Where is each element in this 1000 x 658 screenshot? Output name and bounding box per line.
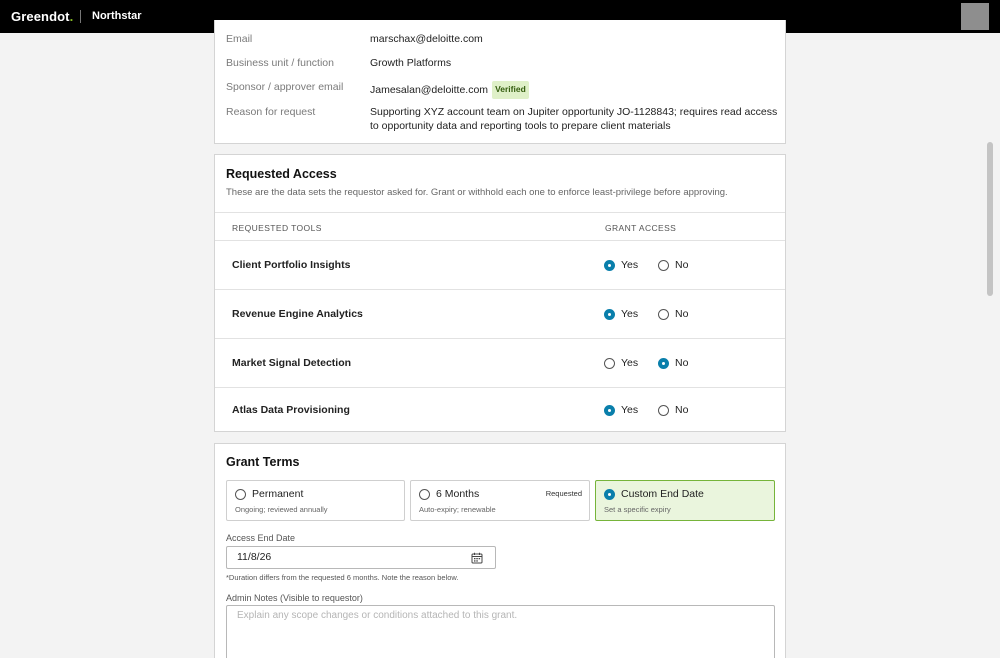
term-title: 6 Months [436, 488, 480, 500]
table-row [215, 339, 785, 388]
grant-yes-radio[interactable] [604, 259, 638, 271]
no-label: No [675, 357, 689, 369]
info-value: marschax@deloitte.com [370, 33, 483, 45]
term-title: Custom End Date [621, 488, 704, 500]
info-label: Sponsor / approver email [226, 81, 344, 93]
brand-name: Greendot [11, 9, 70, 24]
requested-tag: Requested [545, 489, 582, 498]
admin-notes-label: Admin Notes (Visible to requestor) [226, 593, 363, 603]
calendar-icon[interactable] [471, 552, 483, 564]
end-date-label: Access End Date [226, 533, 296, 543]
grant-yes-radio[interactable] [604, 404, 638, 416]
tool-name: Market Signal Detection [232, 357, 352, 369]
info-value [370, 81, 780, 99]
grant-no-radio[interactable] [658, 404, 688, 416]
radio-unselected-icon[interactable] [604, 358, 615, 369]
term-option-permanent[interactable] [226, 480, 405, 521]
section-title: Grant Terms [226, 455, 300, 469]
tool-name: Atlas Data Provisioning [232, 404, 350, 416]
info-label: Email [226, 33, 253, 45]
radio-selected-icon[interactable] [604, 309, 615, 320]
section-title: Requested Access [226, 167, 337, 181]
radio-unselected-icon[interactable] [658, 405, 669, 416]
product-name: Northstar [92, 10, 142, 22]
grant-terms-card [214, 443, 786, 658]
grant-yes-radio[interactable] [604, 308, 638, 320]
duration-hint: *Duration differs from the requested 6 months. Note the reason below. [226, 573, 459, 582]
radio-selected-icon[interactable] [604, 489, 615, 500]
grant-no-radio[interactable] [658, 308, 688, 320]
column-header-grant: GRANT ACCESS [605, 223, 677, 233]
no-label: No [675, 259, 689, 271]
term-option-6-months[interactable] [410, 480, 590, 521]
table-row [215, 388, 785, 432]
verified-badge: Verified [492, 81, 529, 99]
term-option-custom-end-date[interactable] [595, 480, 775, 521]
info-label: Reason for request [226, 106, 316, 118]
admin-notes-input[interactable] [227, 606, 774, 658]
header-divider [80, 10, 81, 23]
section-subtitle: These are the data sets the requestor asked for. Grant or withhold each one to enforce least-privilege before approving. [226, 187, 728, 198]
radio-unselected-icon[interactable] [658, 309, 669, 320]
no-label: No [675, 308, 689, 320]
yes-label: Yes [621, 259, 639, 271]
term-description: Set a specific expiry [604, 505, 671, 514]
radio-unselected-icon[interactable] [419, 489, 430, 500]
sponsor-email: Jamesalan@deloitte.com [370, 84, 489, 96]
table-row [215, 290, 785, 339]
requested-access-card [214, 154, 786, 432]
end-date-field[interactable] [226, 546, 496, 569]
avatar[interactable] [961, 3, 989, 30]
yes-label: Yes [621, 404, 639, 416]
brand-logo[interactable] [11, 9, 73, 24]
end-date-input[interactable] [237, 551, 457, 563]
column-header-tools: REQUESTED TOOLS [232, 223, 322, 233]
grant-yes-radio[interactable] [604, 357, 638, 369]
info-value: Growth Platforms [370, 57, 452, 69]
radio-selected-icon[interactable] [604, 405, 615, 416]
term-description: Ongoing; reviewed annually [235, 505, 328, 514]
no-label: No [675, 404, 689, 416]
radio-unselected-icon[interactable] [235, 489, 246, 500]
yes-label: Yes [621, 308, 639, 320]
term-description: Auto-expiry; renewable [419, 505, 496, 514]
grant-no-radio[interactable] [658, 259, 688, 271]
admin-notes-field[interactable] [226, 605, 775, 658]
radio-selected-icon[interactable] [658, 358, 669, 369]
table-row [215, 241, 785, 290]
table-header [215, 212, 785, 241]
brand-dot: . [69, 9, 74, 24]
scrollbar-thumb[interactable] [987, 142, 993, 296]
radio-unselected-icon[interactable] [658, 260, 669, 271]
request-info-card [214, 20, 786, 144]
grant-no-radio[interactable] [658, 357, 688, 369]
tool-name: Revenue Engine Analytics [232, 308, 363, 320]
info-label: Business unit / function [226, 57, 334, 69]
yes-label: Yes [621, 357, 639, 369]
radio-selected-icon[interactable] [604, 260, 615, 271]
info-value: Supporting XYZ account team on Jupiter opportunity JO-1128843; requires read access to opportunity data and reporting tools to prepare client materials [370, 106, 778, 132]
tool-name: Client Portfolio Insights [232, 259, 351, 271]
term-title: Permanent [252, 488, 304, 500]
